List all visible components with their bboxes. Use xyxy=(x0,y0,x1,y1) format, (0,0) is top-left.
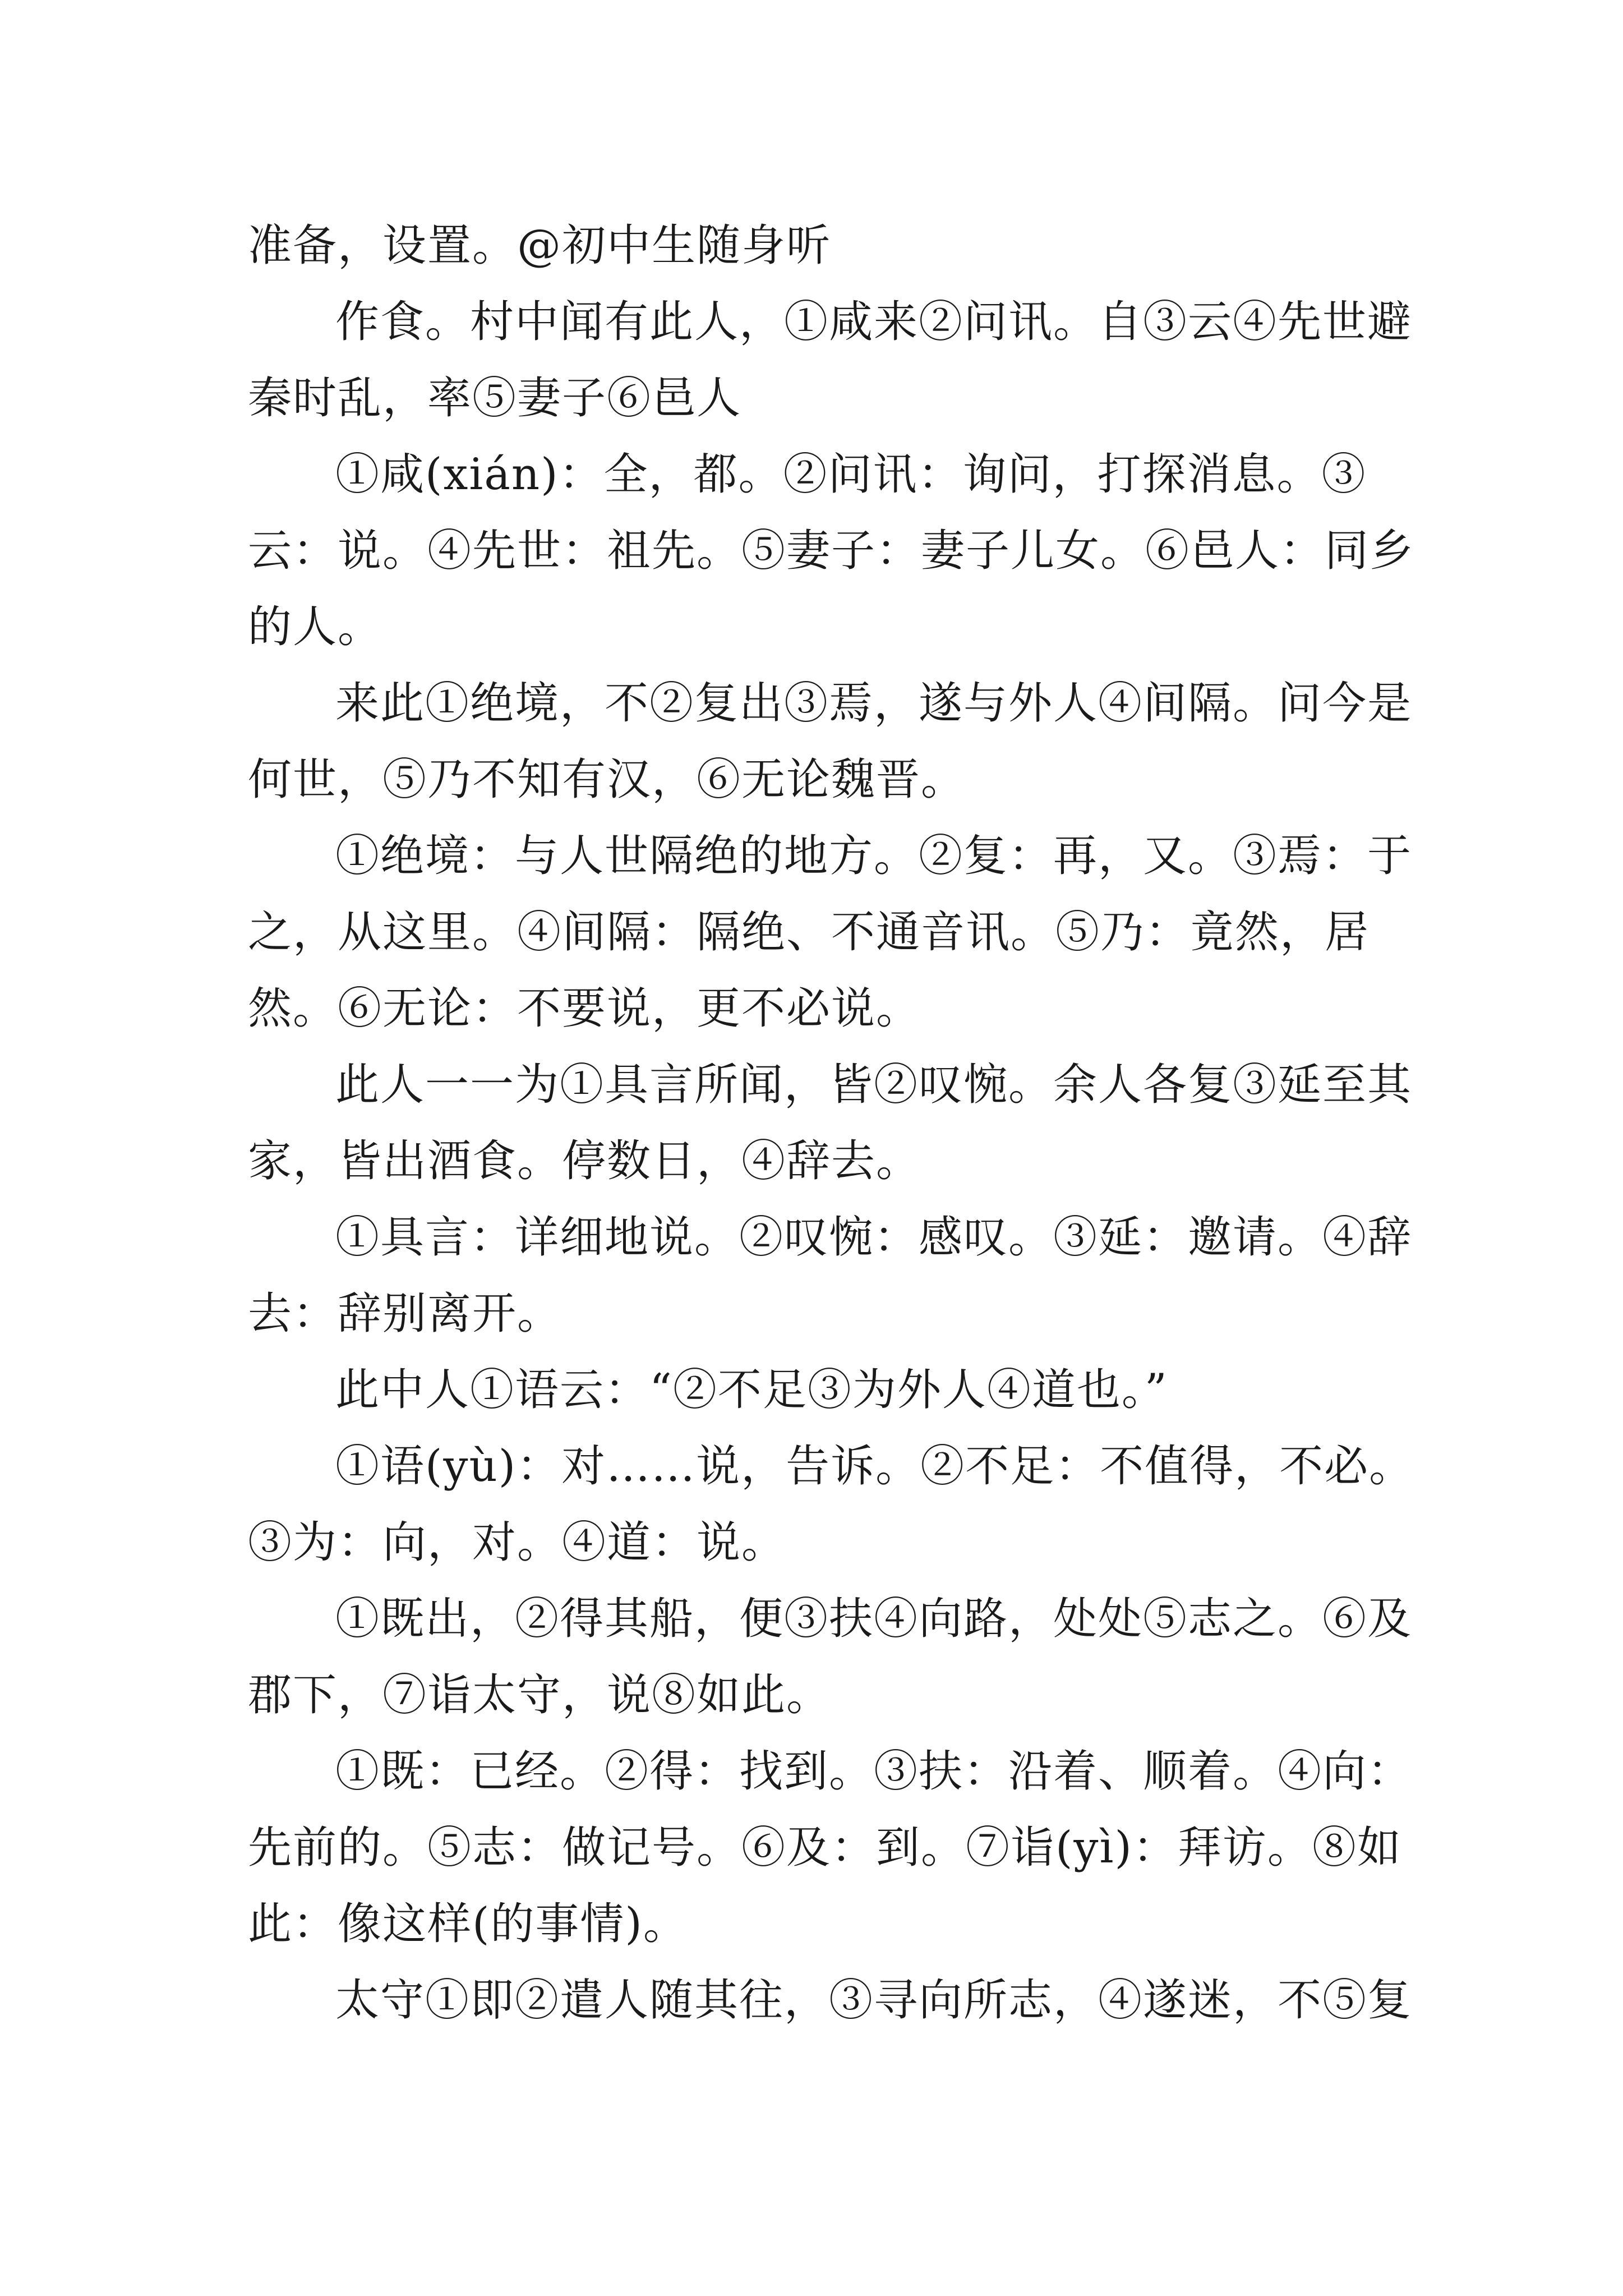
paragraph-7: ①具言：详细地说。②叹惋：感叹。③延：邀请。④辞去：辞别离开。 xyxy=(248,1212,1413,1339)
paragraph-3: ①咸(xián)：全，都。②问讯：询问，打探消息。③云：说。④先世：祖先。⑤妻子：妻子儿女。⑥邑人：同乡的人。 xyxy=(248,449,1415,652)
paragraph-4: 来此①绝境，不②复出③焉，遂与外人④间隔。问今是何世，⑤乃不知有汉，⑥无论魏晋。 xyxy=(248,678,1413,805)
paragraph-1: 准备，设置。@初中生随身听 xyxy=(248,220,832,271)
paragraph-10: ①既出，②得其船，便③扶④向路，处处⑤志之。⑥及郡下，⑦诣太守，说⑧如此。 xyxy=(248,1594,1413,1720)
paragraph-8: 此中人①语云：“②不足③为外人④道也。” xyxy=(335,1365,1168,1415)
paragraph-12: 太守①即②遣人随其往，③寻向所志，④遂迷，不⑤复 xyxy=(335,1975,1413,2026)
paragraph-6: 此人一一为①具言所闻，皆②叹惋。余人各复③延至其家，皆出酒食。停数日，④辞去。 xyxy=(248,1060,1413,1186)
paragraph-5: ①绝境：与人世隔绝的地方。②复：再，又。③焉：于之，从这里。④间隔：隔绝、不通音讯。⑤乃：竟然，居然。⑥无论：不要说，更不必说。 xyxy=(248,831,1413,1034)
paragraph-2: 作食。村中闻有此人，①咸来②问讯。自③云④先世避秦时乱，率⑤妻子⑥邑人 xyxy=(248,297,1413,424)
paragraph-9: ①语(yù)：对……说，告诉。②不足：不值得，不必。③为：向，对。④道：说。 xyxy=(248,1441,1414,1568)
document-body xyxy=(248,208,1426,2039)
paragraph-11: ①既：已经。②得：找到。③扶：沿着、顺着。④向：先前的。⑤志：做记号。⑥及：到。⑦诣(yì)：拜访。⑧如此：像这样(的事情)。 xyxy=(248,1746,1413,1949)
